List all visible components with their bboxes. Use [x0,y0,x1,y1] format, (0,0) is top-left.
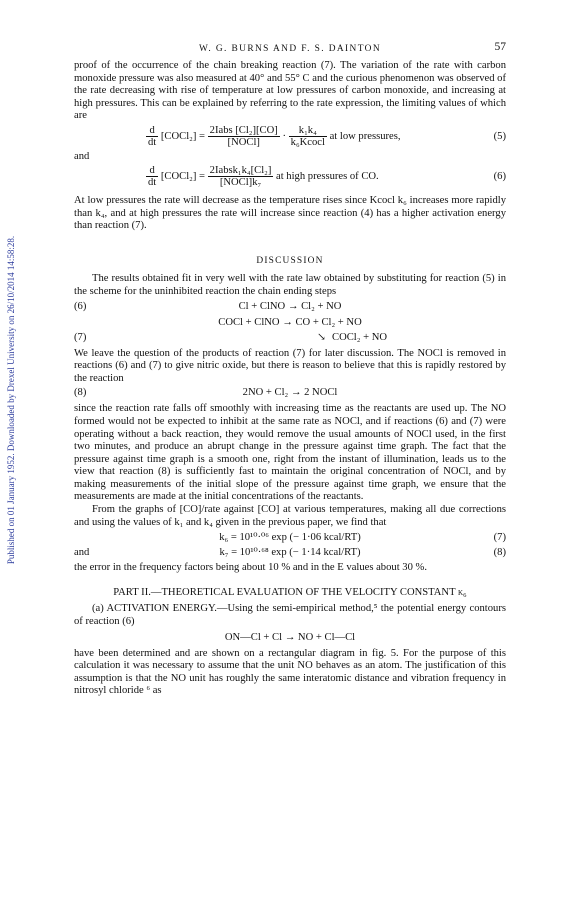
k6-equation [74,532,506,545]
reaction-6 [74,301,506,314]
paragraph-4: We leave the question of the products of reaction (7) for later discussion. The NOCl is removed in reactions (6) and (7) to give nitric oxide, but there is reason to believe that this is rapidly restored by the reaction [74,347,506,384]
r6-label: (6) [74,300,87,312]
eq5-label: (5) [493,130,506,142]
provenance-text: Published on 01 January 1952. Downloaded by Drexel University on 26/10/2014 14:58:28. [6,235,16,565]
eq5-species: [COCl₂] = [160,130,206,142]
on-cl-equation: ON—Cl + Cl → NO + Cl—Cl [224,631,356,643]
k7-equation [74,547,506,560]
reaction-7b [74,332,506,345]
paragraph-5: since the reaction rate falls off smoothly with increasing time as the reactants are used up. The NO formed would not be expected to inhibit at the same rate as NOCl, and if reactions (6) and (7) were operating without a back reaction, they would remove the usual amounts of NOCl used, in the first two minutes, and produce an abrupt change in the pressure against time graph. The fact that the pressure against time graph is a smooth one, right from the instant of illumination, leads us to the view that reaction (8) is sufficiently fast to maintain the original concentration of NOCl, and by making measurements of the initial slope of the pressure against time graph, we ensure that the measurements are made at the initial concentrations of the reactants. [74,403,506,503]
eq5-d: d [146,125,158,137]
paragraph-8: (a) ACTIVATION ENERGY.—Using the semi-empirical method,⁵ the potential energy contours of reaction (6) [74,603,506,628]
r7-equation-b: COCl₂ + NO [332,331,387,343]
eq5-dot: · [282,130,286,142]
provenance-sidebar [4,130,18,670]
k7-label: (8) [493,547,506,559]
eq5-numerator: 2Iabs [Cl₂][CO] [209,124,278,136]
paragraph-6: From the graphs of [CO]/rate against [CO] at various temperatures, making all due corrections and using the values of k₁ and k₄ given in the previous paper, we find that [74,504,506,528]
equation-6 [74,165,506,191]
paragraph-3: The results obtained fit in very well with the rate law obtained by substituting for reaction (5) in the scheme for the uninhibited reaction the chain ending steps [74,273,506,297]
k7-and: and [74,547,90,559]
r8-equation: 2NO + Cl₂ → 2 NOCl [242,387,338,399]
r7-equation-a: COCl + ClNO → CO + Cl₂ + NO [218,316,362,328]
paragraph-1: proof of the occurrence of the chain breaking reaction (7). The variation of the rate with carbon monoxide pressure was also measured at 40° and 55° C and the curious phenomenon was observed of the rate decreasing with rise of temperature at low pressures of carbon monoxide, and increasing at high pressures. This can be explained by referring to the rate expression, the limiting values of which are [74,60,506,122]
paragraph-9: have been determined and are shown on a rectangular diagram in fig. 5. For the purpose of this calculation it was necessary to assume that the unit NO behaves as an atom. The justification of this assumption is that the NO unit has roughly the same interatomic distance and vibration frequency in nitrosyl chloride ⁶ as [74,647,506,697]
eq6-d: d [146,165,158,177]
paragraph-7: the error in the frequency factors being about 10 % and in the E values about 30 %. [74,562,428,574]
k6-expression: k₆ = 10¹⁰·⁰⁶ exp (− 1·06 kcal/RT) [219,532,361,544]
eq5-condition: at low pressures, [329,130,401,142]
eq6-numerator: 2Iabsk₁k₄[Cl₂] [209,164,272,176]
reaction-7a [74,317,506,330]
reaction-on-cl [74,632,506,645]
r7-arrow: ↘ [317,331,326,343]
eq5-denominator-2: k₆Kcocl [290,136,325,148]
reaction-8 [74,387,506,400]
page-number: 57 [494,41,506,53]
eq5-denominator: [NOCl] [227,136,260,148]
and-line [74,151,506,165]
eq5-dt: dt [148,136,157,148]
running-header [74,40,506,56]
equation-5 [74,125,506,151]
eq6-species: [COCl₂] = [160,170,206,182]
r7-label: (7) [74,331,87,343]
eq6-label: (6) [493,170,506,182]
r6-equation: Cl + ClNO → Cl₂ + NO [238,300,342,312]
discussion-heading: DISCUSSION [256,255,324,266]
and-text: and [74,150,90,162]
eq6-dt: dt [148,176,157,188]
eq6-denominator: [NOCl]k₇ [219,176,262,188]
r8-label: (8) [74,387,87,399]
k7-expression: k₇ = 10¹⁰·⁶⁸ exp (− 1·14 kcal/RT) [219,547,361,559]
running-head: W. G. BURNS AND F. S. DAINTON [198,44,382,54]
paragraph-2: At low pressures the rate will decrease as the temperature rises since Kcocl k₆ increases more rapidly than k₄, and at high pressures the rate will increase since reaction (4) has a higher activation energy than reaction (7). [74,194,506,232]
eq6-condition: at high pressures of CO. [276,170,379,182]
part-2-heading: PART II.—THEORETICAL EVALUATION OF THE VELOCITY CONSTANT k₆ [113,586,467,598]
k6-label: (7) [493,532,506,544]
eq5-numerator-2: k₁k₄ [289,125,327,137]
page-body [74,40,506,698]
